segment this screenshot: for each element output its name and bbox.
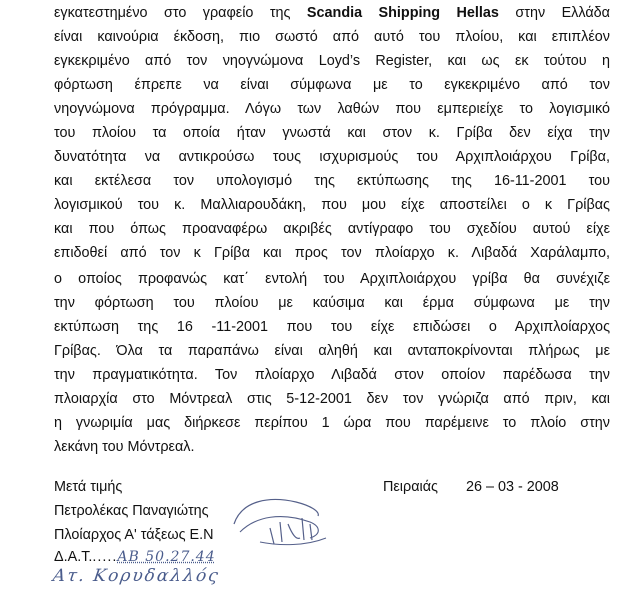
body-line: είναι καινούρια έκδοση, πιο σωστό από αυτό του πλοίου, και επιπλέον xyxy=(54,29,610,45)
body-line: εκτύπωση της 16 -11-2001 που του είχε επιδώσει ο Αρχιπλοίαρχος xyxy=(54,319,610,335)
signatory-rank: Πλοίαρχος Α' τάξεως Ε.Ν xyxy=(54,527,214,543)
signature-icon xyxy=(230,494,330,550)
body-line: εγκατεστημένο στο γραφείο της Scandia Shipping Hellas στην Ελλάδα xyxy=(54,5,610,21)
body-line: λεκάνη του Μόντρεαλ. xyxy=(54,439,195,455)
id-line xyxy=(54,548,216,566)
signatory-name: Πετρολέκας Παναγιώτης xyxy=(54,503,209,519)
body-line: ο οποίος προφανώς κατ΄ εντολή του Αρχιπλοιάρχου γρίβα θα συνέχιζε xyxy=(54,271,610,287)
place-text: Πειραιάς xyxy=(383,479,438,495)
body-line: νηογνώμονα πρόγραμμα. Λόγω των λαθών που εμπεριείχε το λογισμικό xyxy=(54,101,610,117)
body-line: επιδοθεί από τον κ Γρίβα και προς τον πλοίαρχο κ. Λιβαδά Χαράλαμπο, xyxy=(54,245,610,261)
id-dots: ..... xyxy=(92,549,118,565)
body-line: την πραγματικότητα. Τον πλοίαρχο Λιβαδά στον οποίον παρέδωσα την xyxy=(54,367,610,383)
id-label: Δ.Α.Τ. xyxy=(54,549,93,565)
body-line: εγκεκριμένο από τον νηογνώμονα Loyd’s Register, και ως εκ τούτου η xyxy=(54,53,610,69)
body-line: Γρίβας. Όλα τα παραπάνω είναι αληθή και ανταποκρίνονται πλήρως με xyxy=(54,343,610,359)
body-line: και που όπως προαναφέρω ακριβές αντίγραφο του σχεδίου αυτού είχε xyxy=(54,221,610,237)
body-line: του πλοίου τα οποία ήταν γνωστά και στον κ. Γρίβα δεν είχα την xyxy=(54,125,610,141)
body-line: η γνωριμία μας διήρκεσε περίπου 1 ώρα που παρέμεινε το πλοίο στην xyxy=(54,415,610,431)
body-line: λογισμικού του κ. Μαλλιαρουδάκη, που μου είχε αποστείλει ο κ Γρίβας xyxy=(54,197,610,213)
closing-text: Μετά τιμής xyxy=(54,479,123,495)
body-line: και εκτέλεσα τον υπολογισμό της εκτύπωσης της 16-11-2001 του xyxy=(54,173,610,189)
body-line: φόρτωση έπρεπε να είναι σύμφωνα με το εγκεκριμένο από τον xyxy=(54,77,610,93)
body-line: δυνατότητα να αντικρούσω τους ισχυρισμούς του Αρχιπλοιάρχου Γρίβα, xyxy=(54,149,610,165)
handwritten-note: Ατ. Κορυδαλλός xyxy=(51,566,222,586)
id-handwritten: ΑΒ 50.27.44 xyxy=(117,549,216,565)
body-line: την φόρτωση του πλοίου με καύσιμα και έρμα σύμφωνα με την xyxy=(54,295,610,311)
place-date xyxy=(383,478,559,496)
date-text: 26 – 03 - 2008 xyxy=(465,479,559,495)
body-line: πλοιαρχία στο Μόντρεαλ στις 5-12-2001 δεν τον γνώριζα από πριν, και xyxy=(54,391,610,407)
